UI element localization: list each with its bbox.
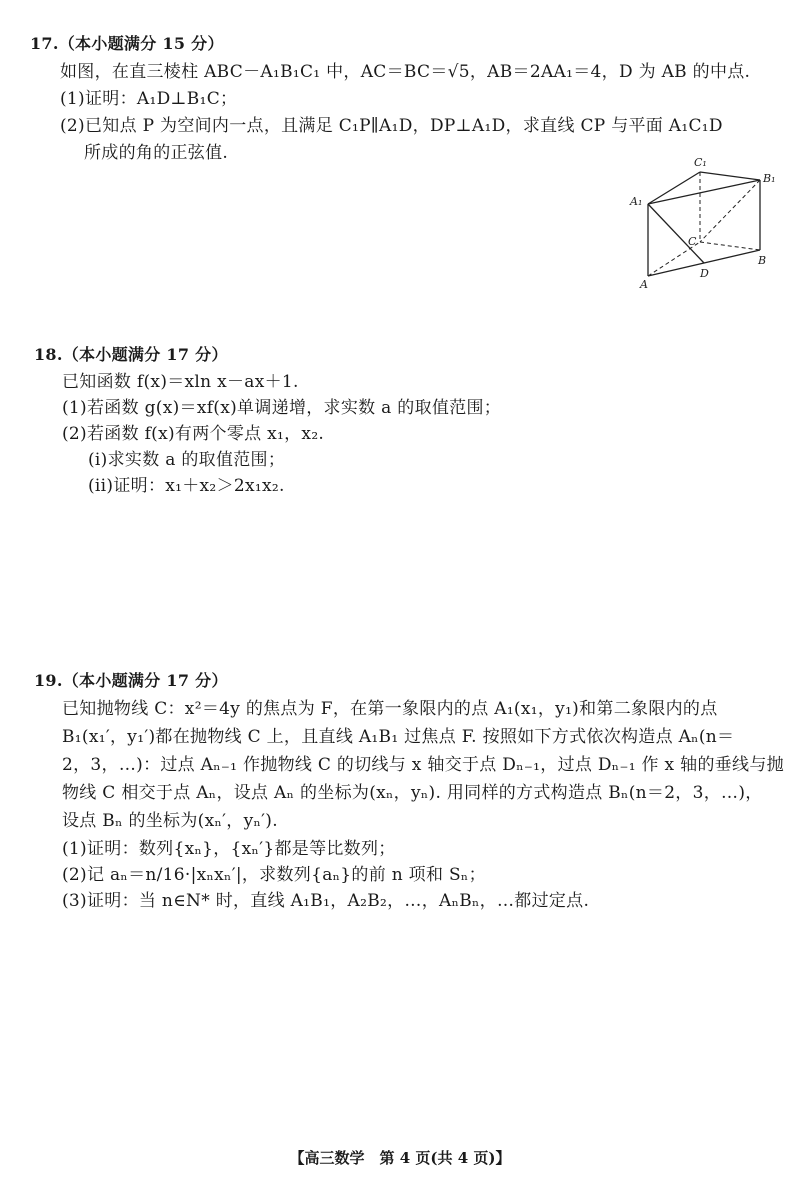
label-C1: C₁: [694, 156, 707, 169]
problem-18-header: 18.（本小题满分 17 分）: [34, 345, 228, 364]
problem-18-question-2-ii: (ii)证明：x₁＋x₂＞2x₁x₂.: [88, 476, 285, 496]
prism-figure: [620, 152, 790, 292]
edge-C1-B1: [700, 172, 760, 180]
problem-18-intro: 已知函数 f(x)＝xln x－ax＋1.: [62, 372, 299, 392]
problem-17-question-1: (1)证明：A₁D⊥B₁C；: [60, 89, 238, 109]
problem-19-question-2: (2)记 aₙ＝n/16·|xₙxₙ′|，求数列{aₙ}的前 n 项和 Sₙ；: [62, 865, 486, 885]
problem-19-line-1: 已知抛物线 C：x²＝4y 的焦点为 F，在第一象限内的点 A₁(x₁，y₁)和第二象限内的点: [62, 699, 718, 719]
label-B: B: [758, 254, 767, 267]
problem-19-question-3: (3)证明：当 n∈N* 时，直线 A₁B₁，A₂B₂，…，AₙBₙ，…都过定点.: [62, 891, 590, 911]
page-footer: 【高三数学 第 4 页(共 4 页)】: [289, 1149, 511, 1167]
problem-17-question-2: (2)已知点 P 为空间内一点，且满足 C₁P∥A₁D，DP⊥A₁D，求直线 CP 与平面 A₁C₁D: [60, 116, 723, 136]
problem-18-question-1: (1)若函数 g(x)＝xf(x)单调递增，求实数 a 的取值范围；: [62, 398, 502, 418]
problem-17-question-2-cont: 所成的角的正弦值.: [84, 143, 229, 163]
problem-19-line-3: 2，3，…)：过点 Aₙ₋₁ 作抛物线 C 的切线与 x 轴交于点 Dₙ₋₁，过点 Dₙ₋₁ 作 x 轴的垂线与抛: [62, 755, 784, 775]
edge-C-B: [700, 242, 760, 250]
problem-17-intro: 如图，在直三棱柱 ABC－A₁B₁C₁ 中，AC＝BC＝√5，AB＝2AA₁＝4，D 为 AB 的中点.: [60, 62, 751, 82]
problem-19-question-1: (1)证明：数列{xₙ}，{xₙ′}都是等比数列；: [62, 839, 396, 859]
label-A1: A₁: [630, 195, 643, 208]
problem-19-line-4: 物线 C 相交于点 Aₙ，设点 Aₙ 的坐标为(xₙ，yₙ). 用同样的方式构造点 Bₙ(n＝2，3，…)，: [62, 783, 763, 803]
problem-18-question-2-i: (i)求实数 a 的取值范围；: [88, 450, 286, 470]
label-A: A: [640, 278, 648, 291]
label-C: C: [688, 235, 697, 248]
label-B1: B₁: [763, 172, 776, 185]
edge-A1-C1: [648, 172, 700, 204]
problem-17-header: 17.（本小题满分 15 分）: [30, 34, 224, 53]
label-D: D: [700, 267, 709, 280]
problem-19-header: 19.（本小题满分 17 分）: [34, 671, 228, 690]
problem-19-line-5: 设点 Bₙ 的坐标为(xₙ′，yₙ′).: [62, 811, 278, 831]
problem-19-line-2: B₁(x₁′，y₁′)都在抛物线 C 上，且直线 A₁B₁ 过焦点 F. 按照如下方式依次构造点 Aₙ(n＝: [62, 727, 735, 747]
edge-A1-B1: [648, 180, 760, 204]
segment-B1-C: [700, 180, 760, 242]
problem-18-question-2: (2)若函数 f(x)有两个零点 x₁，x₂.: [62, 424, 325, 444]
segment-A1-D: [648, 204, 704, 263]
